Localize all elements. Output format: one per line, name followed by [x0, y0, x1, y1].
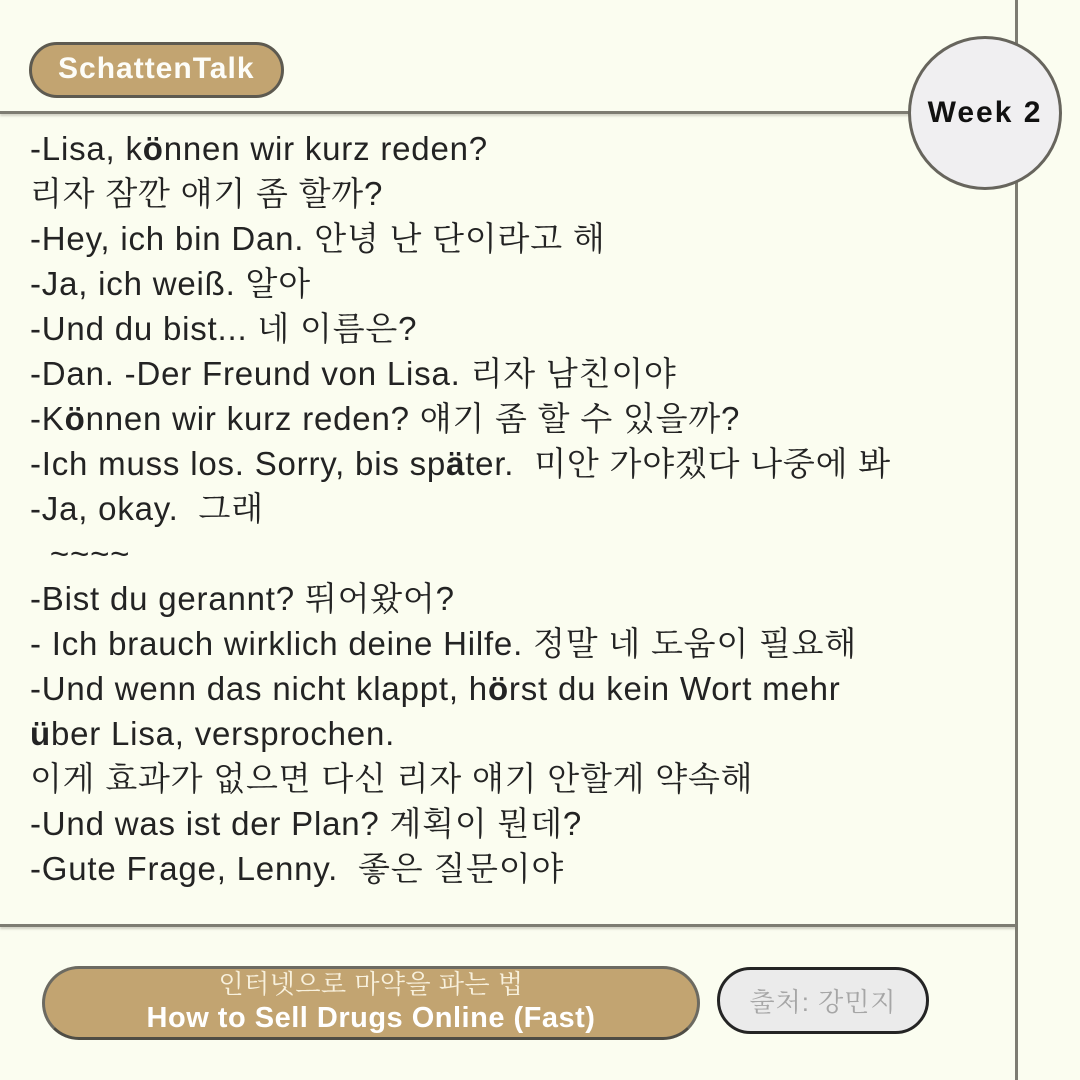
dialogue-line: - Ich brauch wirklich deine Hilfe. 정말 네 도움이 필요해: [30, 625, 858, 662]
dialogue-line: ~~~~: [30, 535, 131, 572]
dialogue-line: -Und wenn das nicht klappt, hörst du kein Wort mehr: [30, 670, 841, 707]
source-credit-label: 출처: 강민지: [749, 987, 897, 1017]
footer-divider-rule: [0, 924, 1016, 927]
dialogue-transcript: [30, 126, 990, 891]
dialogue-line: -Ja, okay. 그래: [30, 490, 264, 527]
show-title-korean: 인터넷으로 마약을 파는 법: [218, 969, 524, 1000]
dialogue-line: -Können wir kurz reden? 얘기 좀 할 수 있을까?: [30, 400, 741, 437]
dialogue-line: über Lisa, versprochen.: [30, 715, 396, 752]
dialogue-line: -Bist du gerannt? 뛰어왔어?: [30, 580, 455, 617]
dialogue-line: 이게 효과가 없으면 다신 리자 얘기 안할게 약속해: [30, 760, 754, 797]
show-title-pill: [42, 966, 700, 1040]
dialogue-line: -Hey, ich bin Dan. 안녕 난 단이라고 해: [30, 220, 606, 257]
header-divider-rule: [0, 111, 912, 114]
dialogue-line: -Lisa, können wir kurz reden?: [30, 130, 488, 167]
dialogue-line: -Und was ist der Plan? 계획이 뭔데?: [30, 805, 583, 842]
brand-badge: SchattenTalk: [29, 42, 284, 98]
dialogue-line: -Ich muss los. Sorry, bis später. 미안 가야겠다 나중에 봐: [30, 445, 891, 482]
source-credit-pill: [717, 967, 929, 1034]
dialogue-line: 리자 잠깐 얘기 좀 할까?: [30, 175, 384, 212]
dialogue-line: -Und du bist... 네 이름은?: [30, 310, 418, 347]
show-title-english: How to Sell Drugs Online (Fast): [146, 1002, 596, 1035]
week-label: Week 2: [927, 96, 1043, 129]
dialogue-line: -Gute Frage, Lenny. 좋은 질문이야: [30, 850, 565, 887]
dialogue-line: -Ja, ich weiß. 알아: [30, 265, 311, 302]
dialogue-line: -Dan. -Der Freund von Lisa. 리자 남친이야: [30, 355, 677, 392]
